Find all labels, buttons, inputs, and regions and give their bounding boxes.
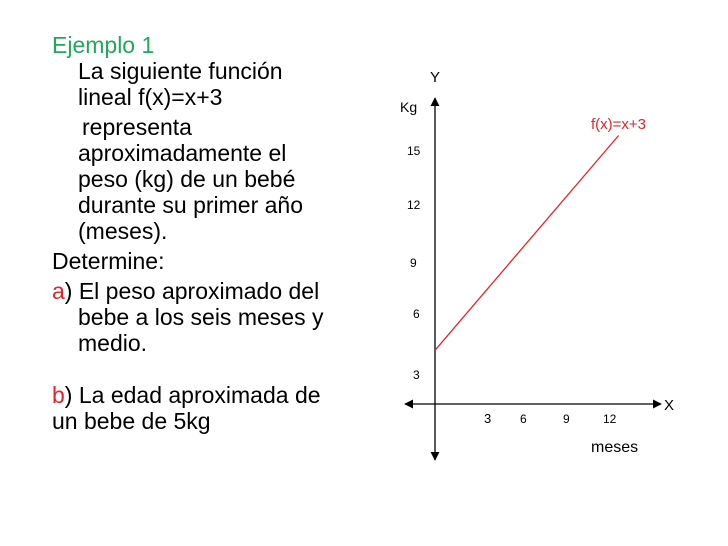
question-a-line-1 [52, 278, 382, 304]
example-heading: Ejemplo 1 [52, 32, 155, 58]
y-axis-label: Y [430, 69, 441, 86]
series-label: f(x)=x+3 [591, 116, 647, 133]
question-a-text: ) El peso aproximado del [64, 278, 320, 304]
y-tick-label: 12 [407, 198, 421, 212]
x-axis-label: X [664, 397, 675, 414]
function-graph [380, 60, 690, 470]
statement-line-1: La siguiente función [78, 58, 283, 84]
x-tick-label: 6 [520, 412, 527, 426]
statement-line-7: (meses). [78, 218, 168, 244]
x-tick-label: 3 [484, 411, 492, 426]
x-unit-label: meses [591, 439, 639, 456]
question-a-line-3: medio. [78, 330, 148, 356]
statement-line-5: peso (kg) de un bebé [78, 166, 296, 192]
y-tick-label: 6 [413, 307, 420, 321]
statement-line-4: aproximadamente el [78, 140, 287, 166]
x-tick-label: 9 [563, 412, 570, 426]
y-tick-label: 15 [407, 144, 421, 158]
question-a-marker: a [52, 278, 65, 304]
series-line-f [435, 136, 619, 351]
question-b-marker: b [52, 382, 65, 408]
x-tick-label: 12 [603, 412, 617, 426]
y-tick-label: 9 [410, 256, 417, 270]
statement-line-3: representa [82, 114, 192, 140]
question-b-text: ) La edad aproximada de [64, 382, 321, 408]
y-unit-label: Kg [400, 99, 418, 115]
problem-text [52, 32, 382, 434]
statement-line-2: lineal f(x)=x+3 [78, 84, 223, 110]
determine-label: Determine: [52, 248, 165, 274]
question-a-line-2: bebe a los seis meses y [78, 304, 324, 330]
statement-line-6: durante su primer año [78, 192, 304, 218]
question-b-line-1 [52, 382, 382, 408]
question-b-line-2: un bebe de 5kg [52, 408, 211, 434]
y-tick-label: 3 [413, 368, 420, 382]
